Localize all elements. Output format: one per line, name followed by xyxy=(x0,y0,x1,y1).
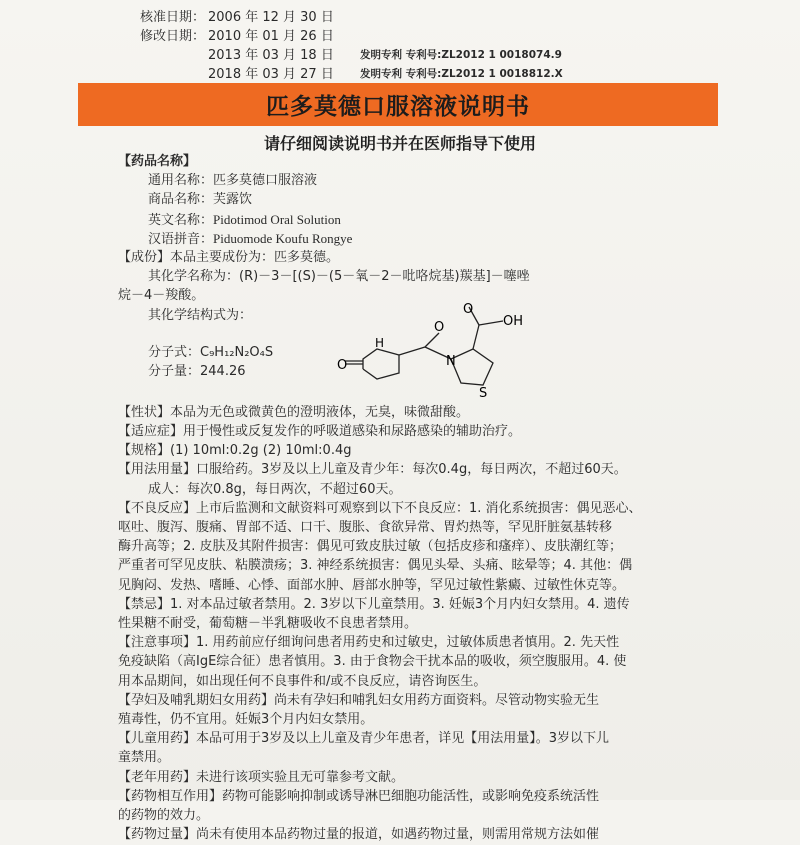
revision-date-row xyxy=(140,27,563,46)
trade-name: 商品名称：芙露饮 xyxy=(148,192,253,208)
structure-s-label: S xyxy=(479,385,488,401)
revision-date-row xyxy=(140,65,563,84)
section-elderly: 【老年用药】未进行该项实验且无可靠参考文献。 xyxy=(118,769,405,785)
title-banner xyxy=(78,83,718,126)
children-line: 【儿童用药】本品可用于3岁及以上儿童及青少年患者，详见【用法用量】。3岁以下儿 xyxy=(118,731,610,747)
children-line: 童禁用。 xyxy=(118,750,171,766)
interactions-line: 【药物相互作用】药物可能影响抑制或诱导淋巴细胞功能活性，或影响免疫系统活性 xyxy=(118,788,600,804)
revision-date-value: 2010 年 01 月 26 日 xyxy=(208,29,334,44)
dates-block xyxy=(140,8,563,84)
adverse-reactions-line: 呕吐、腹泻、腹痛、胃部不适、口干、腹胀、食欲异常、胃灼热等，罕见肝脏氨基转移 xyxy=(118,520,613,536)
section-specifications: 【规格】(1) 10ml:0.2g (2) 10ml:0.4g xyxy=(118,443,352,459)
adverse-reactions-line: 酶升高等；2. 皮肤及其附件损害：偶见可致皮肤过敏（包括皮疹和瘙痒）、皮肤潮红等； xyxy=(118,539,623,555)
patent-number: 发明专利 专利号:ZL2012 1 0018074.9 xyxy=(360,49,562,61)
section-composition: 【成份】本品主要成份为：匹多莫德。 xyxy=(118,250,340,266)
contraindications-line: 性果糖不耐受，葡萄糖－半乳糖吸收不良患者禁用。 xyxy=(118,616,418,632)
structure-label: 其化学结构式为： xyxy=(148,307,253,323)
structure-n-label: N xyxy=(446,353,456,369)
revision-date-label: 修改日期： xyxy=(140,29,206,44)
adverse-reactions-line: 见胸闷、发热、嗜睡、心悸、面部水肿、唇部水肿等，罕见过敏性紫癜、过敏性休克等。 xyxy=(118,577,626,593)
approval-date-value: 2006 年 12 月 30 日 xyxy=(208,10,334,25)
molecular-formula: 分子式：C₉H₁₂N₂O₄S xyxy=(148,344,274,360)
chemical-name-line: 烷－4－羧酸。 xyxy=(118,288,205,304)
structure-oh-label: OH xyxy=(503,313,524,329)
molecular-weight: 分子量：244.26 xyxy=(148,364,246,380)
approval-date-label: 核准日期： xyxy=(140,10,206,25)
section-dosage: 【用法用量】口服给药。3岁及以上儿童及青少年：每次0.4g，每日两次，不超过60天。 xyxy=(118,462,627,478)
structure-o-label: O xyxy=(337,357,348,373)
structure-acid-o-label: O xyxy=(463,302,474,317)
common-name: 通用名称：匹多莫德口服溶液 xyxy=(148,173,318,189)
structure-nh-label: H xyxy=(375,335,385,350)
section-properties: 【性状】本品为无色或微黄色的澄明液体，无臭，味微甜酸。 xyxy=(118,404,470,420)
approval-date-row xyxy=(140,8,563,27)
pregnancy-line: 殖毒性，仍不宜用。妊娠3个月内妇女禁用。 xyxy=(118,712,374,728)
section-overdose: 【药物过量】尚未有使用本品药物过量的报道，如遇药物过量，则需用常规方法如催 xyxy=(118,827,600,843)
adverse-reactions-line: 严重者可罕见皮肤、粘膜溃疡；3. 神经系统损害：偶见头晕、头痛、眩晕等；4. 其他：偶 xyxy=(118,558,633,574)
english-name: 英文名称：Pidotimod Oral Solution xyxy=(148,211,341,227)
section-indications: 【适应症】用于慢性或反复发作的呼吸道感染和尿路感染的辅助治疗。 xyxy=(118,424,522,440)
contraindications-line: 【禁忌】1. 对本品过敏者禁用。2. 3岁以下儿童禁用。3. 妊娠3个月内妇女禁用。4. 遗传 xyxy=(118,596,630,612)
dosage-adult-line: 成人：每次0.8g，每日两次，不超过60天。 xyxy=(148,481,402,497)
chemical-name-line: 其化学名称为：(R)－3－[(S)－(5－氧－2－吡咯烷基)羰基]－噻唑 xyxy=(148,269,530,285)
interactions-line: 的药物的效力。 xyxy=(118,808,210,824)
revision-date-row xyxy=(140,46,563,65)
precautions-line: 用本品期间，如出现任何不良事件和/或不良反应，请咨询医生。 xyxy=(118,673,487,689)
revision-date-value: 2018 年 03 月 27 日 xyxy=(208,67,334,82)
document-title: 匹多莫德口服溶液说明书 xyxy=(266,94,530,120)
pinyin-name: 汉语拼音：Piduomode Koufu Rongye xyxy=(148,230,353,246)
precautions-line: 免疫缺陷（高IgE综合征）患者慎用。3. 由于食物会干扰本品的吸收，须空腹服用。4. 使 xyxy=(118,654,627,670)
formula-block xyxy=(148,343,273,381)
precautions-line: 【注意事项】1. 用药前应仔细询问患者用药史和过敏史，过敏体质患者慎用。2. 先天性 xyxy=(118,635,620,651)
adverse-reactions-line: 【不良反应】上市后监测和文献资料可观察到以下不良反应：1. 消化系统损害：偶见恶心、 xyxy=(118,500,642,516)
structure-carbonyl-o-label: O xyxy=(434,319,445,335)
pregnancy-line: 【孕妇及哺乳期妇女用药】尚未有孕妇和哺乳妇女用药方面资料。尽管动物实验无生 xyxy=(118,692,600,708)
section-drug-name: 【药品名称】 xyxy=(118,154,197,169)
document-subtitle: 请仔细阅读说明书并在医师指导下使用 xyxy=(263,134,536,153)
revision-date-value: 2013 年 03 月 18 日 xyxy=(208,48,334,63)
patent-number: 发明专利 专利号:ZL2012 1 0018812.X xyxy=(360,68,563,80)
leaflet-content xyxy=(118,152,718,845)
chemical-structure-diagram xyxy=(333,303,583,405)
